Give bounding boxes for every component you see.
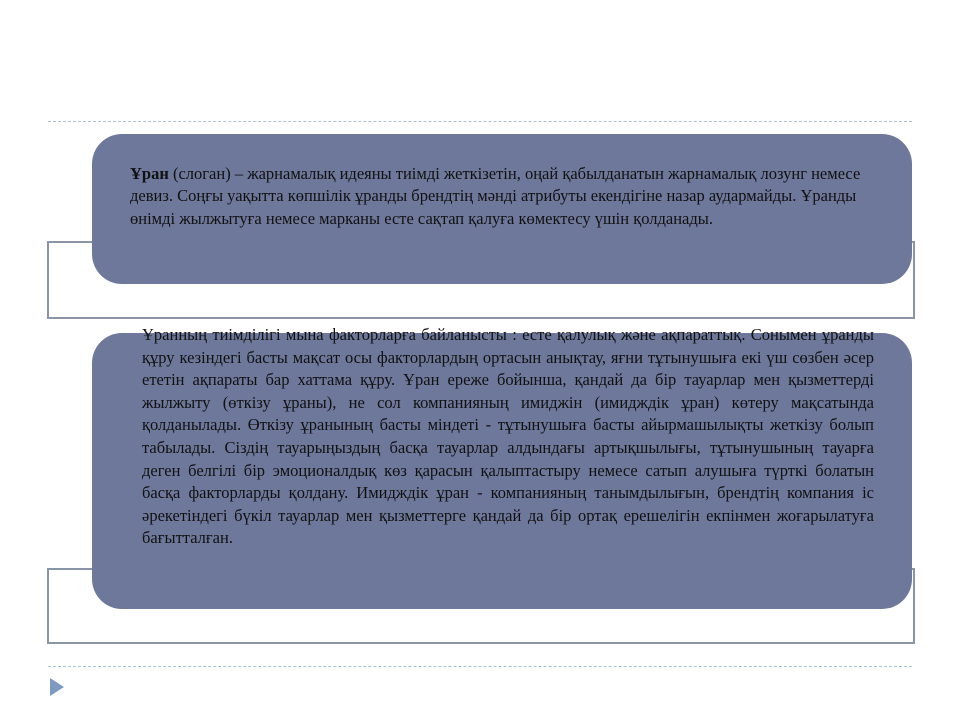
top-dashed-divider [48, 121, 912, 122]
bottom-dashed-divider [48, 666, 912, 667]
definition-text [130, 163, 878, 230]
definition-term: Ұран [130, 164, 169, 183]
definition-body: (слоган) – жарнамалық идеяны тиімді жеткізетін, оңай қабылданатын жарнамалық лозунг немесе девиз. Соңғы уақытта көпшілік ұранды брендтің мәнді атрибуты екендігіне назар аудармайды. Ұранды өнімді жылжытуға немесе марканы есте сақтап қалуға көмектесу үшін қолданады. [130, 164, 861, 228]
triangle-right-icon[interactable] [50, 678, 64, 696]
effectiveness-text: Ұранның тиімділігі мына факторларға байланысты : есте қалулық және ақпараттық. Сонымен ұранды құру кезіндегі басты мақсат осы факторлардың ортасын анықтау, яғни тұтынушыға екі үш сөзбен әсер ететін ақпараты бар хаттама құру. Ұран ереже бойынша, қандай да бір тауарлар мен қызметтерді жылжыту (өткізу ұраны), не сол компанияның имиджін (имидждік ұран) көтеру мақсатында қолданылады. Өткізу ұранының басты міндеті - тұтынушыға басты айырмашылықты жеткізу болып табылады. Сіздің тауарыңыздың басқа тауарлар алдындағы артықшылығы, тұтынушының тауарға деген белгілі бір эмоционалдық көз қарасын қалыптастыру немесе сатып алушыға түрткі болатын басқа факторларды қолдану. Имидждік ұран - компанияның танымдылығын, брендтің компания іс әрекетіндегі бүкіл тауарлар мен қызметтерге қандай да бір ортақ ерешелігін екпінмен жоғарылатуға бағытталған. [142, 325, 874, 548]
